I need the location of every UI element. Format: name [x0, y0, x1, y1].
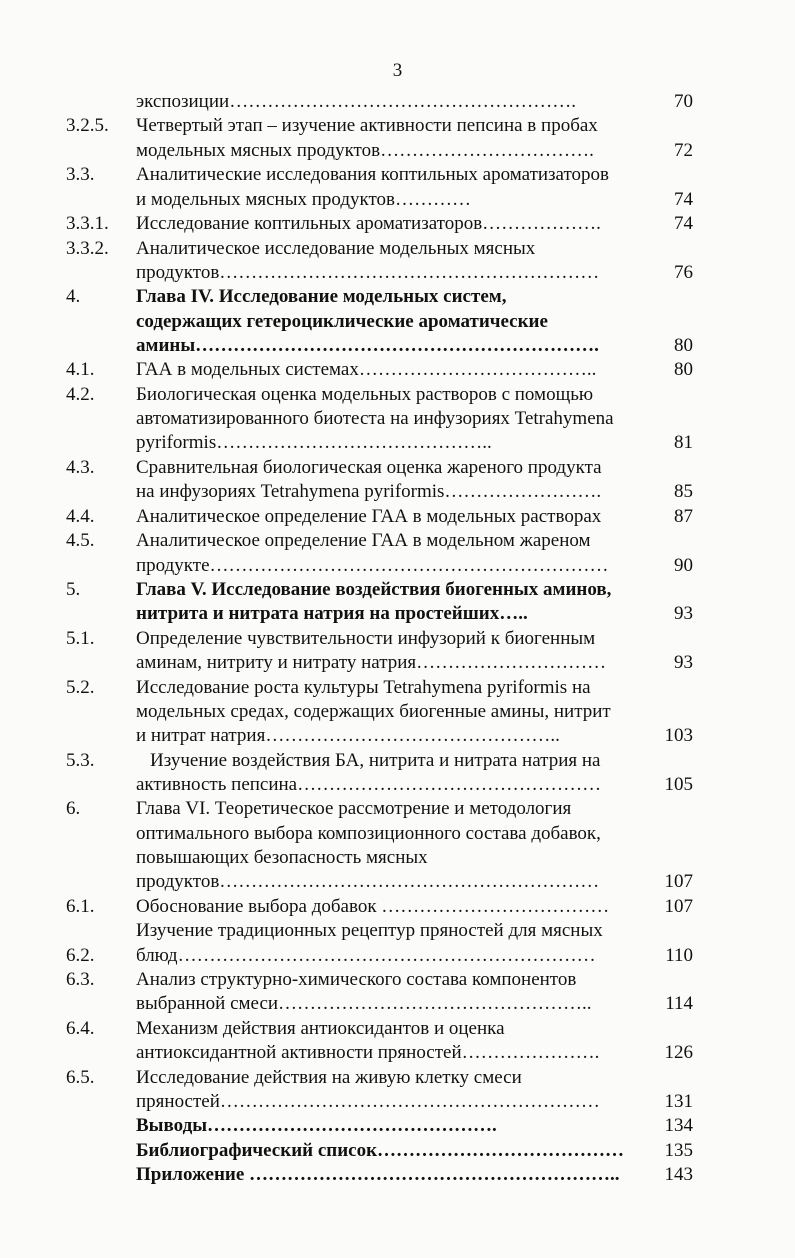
entry-line: продукте……………………………………………………… [136, 554, 609, 576]
entry-line: Сравнительная биологическая оценка жареного продукта [136, 456, 602, 478]
entry-page: 80 [674, 359, 693, 381]
entry-page: 85 [674, 481, 693, 503]
page-number: 3 [392, 60, 403, 81]
entry-page: 76 [674, 261, 693, 283]
entry-page: 126 [664, 1042, 693, 1064]
entry-line: содержащих гетероциклические ароматические [136, 310, 548, 332]
entry-line: выбранной смеси………………………………………….. [136, 993, 592, 1015]
entry-number: 3.3.2. [66, 237, 109, 259]
toc-entry [0, 237, 795, 286]
toc-entry [0, 1066, 795, 1115]
entry-line: Биологическая оценка модельных растворов с помощью [136, 383, 594, 405]
entry-page: 74 [674, 188, 693, 210]
entry-number: 4.4. [66, 505, 95, 527]
entry-line: продуктов…………………………………………………… [136, 871, 600, 893]
entry-line: Глава VI. Теоретическое рассмотрение и методология [136, 798, 572, 820]
entry-line: pyriformis…………………………………….. [136, 432, 492, 454]
toc-entry [0, 358, 795, 382]
entry-line: Приложение ………………………………………………….. [136, 1164, 620, 1186]
entry-line: аминам, нитриту и нитрату натрия………………………… [136, 652, 607, 674]
toc-entry-appendix [0, 1163, 795, 1187]
entry-line: Анализ структурно-химического состава компонентов [136, 969, 577, 991]
entry-number: 6.2. [66, 944, 95, 966]
entry-line: модельных средах, содержащих биогенные амины, нитрит [136, 700, 611, 722]
toc-entry [0, 749, 795, 798]
toc-entry-chapter [0, 285, 795, 358]
toc-entry [0, 1017, 795, 1066]
entry-line: Аналитическое определение ГАА в модельных растворах [136, 505, 602, 527]
entry-number: 6.4. [66, 1017, 95, 1039]
entry-line: и модельных мясных продуктов………… [136, 188, 471, 210]
entry-line: оптимального выбора композиционного состава добавок, [136, 822, 601, 844]
entry-number: 5.1. [66, 627, 95, 649]
toc-entry-bibliography [0, 1139, 795, 1163]
entry-line: нитрита и нитрата натрия на простейших….. [136, 603, 528, 625]
entry-line: модельных мясных продуктов……………………………. [136, 139, 594, 161]
entry-line: Аналитическое исследование модельных мясных [136, 237, 536, 259]
entry-number: 3.3. [66, 164, 95, 186]
entry-page: 105 [664, 773, 693, 795]
entry-page: 74 [674, 213, 693, 235]
entry-page: 81 [674, 432, 693, 454]
entry-line: антиоксидантной активности пряностей…………………. [136, 1042, 600, 1064]
toc-entry [0, 529, 795, 578]
entry-number: 6. [66, 798, 81, 820]
toc-entry [0, 505, 795, 529]
toc-entry [0, 968, 795, 1017]
entry-number: 6.3. [66, 969, 95, 991]
entry-page: 110 [665, 944, 693, 966]
entry-line: продуктов…………………………………………………… [136, 261, 600, 283]
entry-number: 6.1. [66, 895, 95, 917]
entry-line: Аналитические исследования коптильных ароматизаторов [136, 164, 610, 186]
entry-line: экспозиции………………………………………………. [136, 91, 576, 112]
entry-number: 6.5. [66, 1066, 95, 1088]
entry-page: 135 [664, 1139, 693, 1161]
entry-line: Изучение воздействия БА, нитрита и нитрата натрия на [150, 749, 601, 771]
entry-page: 107 [664, 871, 693, 893]
entry-number: 4.2. [66, 383, 95, 405]
entry-line: Выводы………………………………………. [136, 1115, 497, 1137]
toc-entry [0, 114, 795, 163]
entry-page: 134 [664, 1115, 693, 1137]
entry-number: 4.1. [66, 359, 95, 381]
table-of-contents [0, 90, 795, 1188]
entry-number: 4.3. [66, 456, 95, 478]
toc-entry [0, 627, 795, 676]
entry-line: активность пепсина………………………………………… [136, 773, 602, 795]
entry-page: 93 [674, 652, 693, 674]
entry-page: 143 [664, 1164, 693, 1186]
entry-page: 93 [674, 603, 693, 625]
entry-number: 5.3. [66, 749, 95, 771]
entry-number: 3.2.5. [66, 115, 109, 137]
entry-line: Исследование роста культуры Tetrahymena pyriformis на [136, 676, 591, 698]
entry-line: Глава V. Исследование воздействия биогенных аминов, [136, 579, 612, 600]
entry-line: Исследование коптильных ароматизаторов………………. [136, 213, 601, 235]
entry-page: 103 [664, 725, 693, 747]
toc-entry [0, 212, 795, 236]
entry-line: повышающих безопасность мясных [136, 847, 428, 869]
entry-line: Механизм действия антиоксидантов и оценка [136, 1017, 505, 1039]
entry-number: 3.3.1. [66, 213, 109, 235]
entry-page: 114 [665, 993, 693, 1015]
entry-line: амины………………………………………………………. [136, 334, 599, 356]
entry-page: 90 [674, 554, 693, 576]
toc-entry-conclusions [0, 1114, 795, 1138]
entry-line: блюд………………………………………………………… [136, 944, 596, 966]
entry-line: на инфузориях Tetrahymena pyriformis……………………. [136, 481, 602, 503]
toc-entry [0, 456, 795, 505]
entry-page: 80 [674, 334, 693, 356]
entry-line: автоматизированного биотеста на инфузориях Tetrahymena [136, 408, 614, 430]
entry-line: Четвертый этап – изучение активности пепсина в пробах [136, 115, 598, 137]
entry-line: Библиографический список………………………………… [136, 1139, 625, 1161]
entry-page: 72 [674, 139, 693, 161]
entry-page: 87 [674, 505, 693, 527]
entry-number: 5. [66, 579, 81, 600]
entry-number: 4.5. [66, 530, 95, 552]
entry-line: Изучение традиционных рецептур пряностей для мясных [136, 920, 603, 942]
entry-page: 107 [664, 895, 693, 917]
entry-line: Обоснование выбора добавок ……………………………… [136, 895, 610, 917]
entry-line: Аналитическое определение ГАА в модельном жареном [136, 530, 591, 552]
toc-entry [0, 895, 795, 919]
entry-line: Глава IV. Исследование модельных систем, [136, 286, 507, 308]
entry-line: Исследование действия на живую клетку смеси [136, 1066, 522, 1088]
entry-line: пряностей…………………………………………………… [136, 1090, 600, 1112]
entry-line: Определение чувствительности инфузорий к биогенным [136, 627, 596, 649]
toc-entry [0, 676, 795, 749]
entry-number: 5.2. [66, 676, 95, 698]
toc-entry [0, 163, 795, 212]
toc-entry-chapter [0, 578, 795, 627]
entry-line: ГАА в модельных системах……………………………….. [136, 359, 597, 381]
toc-entry [0, 797, 795, 894]
toc-entry [0, 919, 795, 968]
entry-page: 131 [664, 1090, 693, 1112]
entry-page: 70 [674, 91, 693, 112]
entry-line: и нитрат натрия……………………………………….. [136, 725, 560, 747]
entry-number: 4. [66, 286, 81, 308]
toc-entry [0, 90, 795, 114]
toc-entry [0, 383, 795, 456]
